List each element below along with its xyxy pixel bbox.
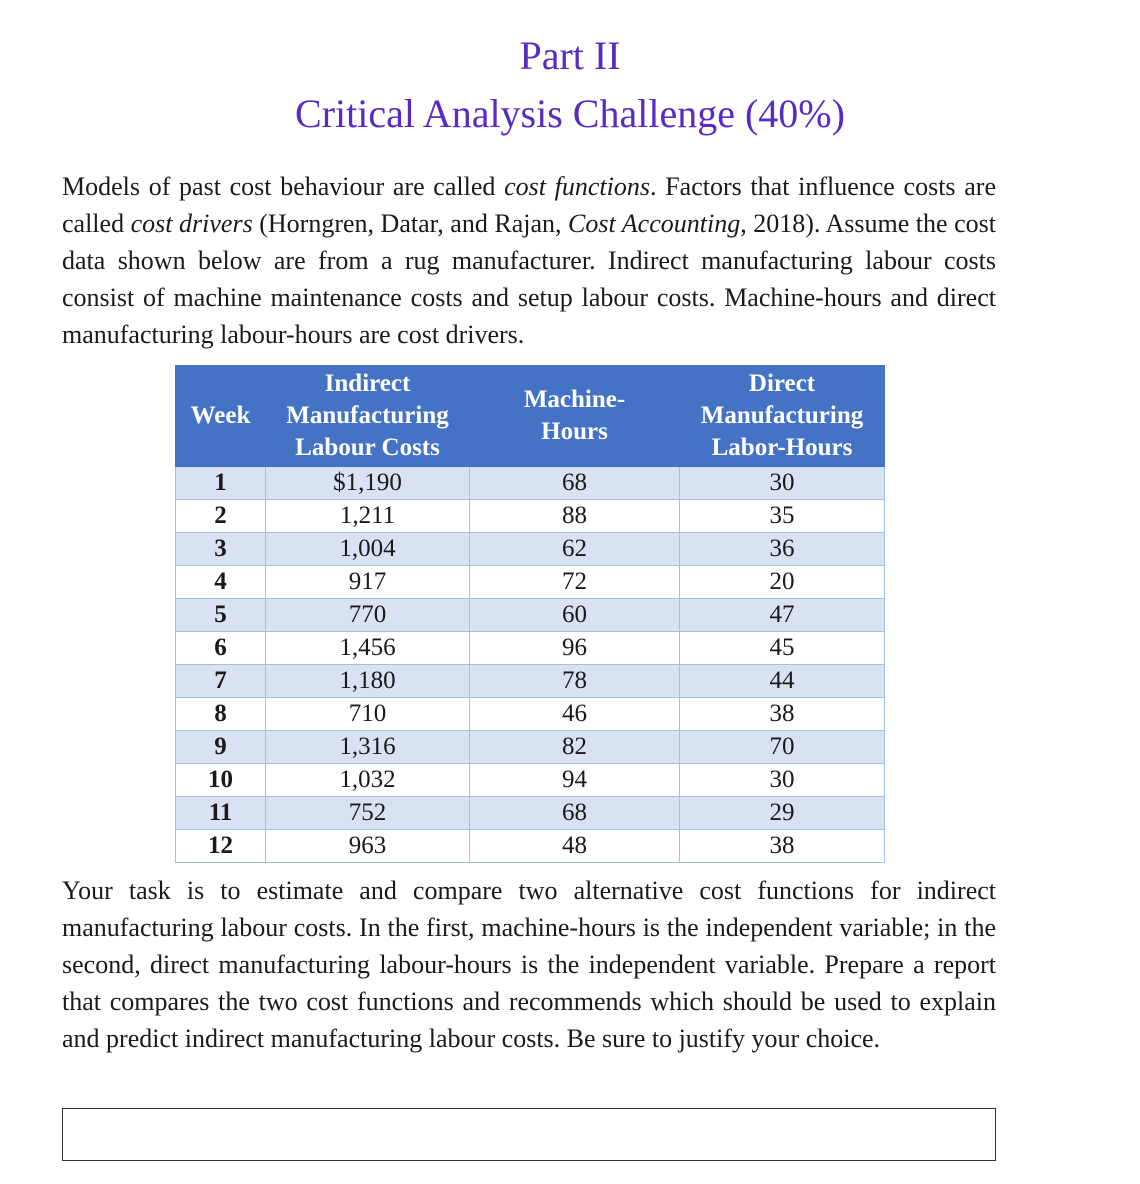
cell-week: 7 (176, 665, 266, 698)
cell-week: 1 (176, 467, 266, 500)
cell-indirect-cost: 1,004 (266, 533, 470, 566)
cell-direct-hours: 29 (680, 797, 885, 830)
intro-paragraph (62, 168, 996, 353)
cell-indirect-cost: 1,316 (266, 731, 470, 764)
cell-direct-hours: 30 (680, 467, 885, 500)
table-row (176, 632, 885, 665)
cell-machine-hours: 72 (470, 566, 680, 599)
table-row (176, 467, 885, 500)
header-line: Direct (748, 370, 816, 397)
task-paragraph: Your task is to estimate and compare two alternative cost functions for indirect manufacturing labour costs. In the first, machine-hours is the independent variable; in the second, direct manufacturing labour-hours is the independent variable. Prepare a report that compares the two cost functions and recommends which should be used to explain and predict indirect manufacturing labour costs. Be sure to justify your choice. (62, 876, 996, 1053)
table-row (176, 566, 885, 599)
cell-machine-hours: 88 (470, 500, 680, 533)
cell-direct-hours: 20 (680, 566, 885, 599)
book-title: Cost Accounting (568, 209, 741, 238)
cell-indirect-cost: 963 (266, 830, 470, 863)
cell-machine-hours: 78 (470, 665, 680, 698)
cell-machine-hours: 68 (470, 797, 680, 830)
intro-text: , 2018). Assume the cost data shown below are from a rug manufacturer. Indirect manufacturing labour costs consist of machine maintenance costs and setup labour costs. Machine-hours and direct manufacturing labour-hours are cost drivers. (62, 209, 996, 349)
term-cost-drivers: cost drivers (130, 209, 253, 238)
cell-week: 12 (176, 830, 266, 863)
header-line: Machine- (523, 386, 626, 413)
cell-week: 4 (176, 566, 266, 599)
cell-week: 8 (176, 698, 266, 731)
part-heading: Part II (519, 33, 621, 78)
table-row (176, 533, 885, 566)
cell-direct-hours: 44 (680, 665, 885, 698)
cell-direct-hours: 38 (680, 830, 885, 863)
cell-machine-hours: 82 (470, 731, 680, 764)
cell-indirect-cost: 1,211 (266, 500, 470, 533)
table-row (176, 731, 885, 764)
page-title: Critical Analysis Challenge (40%) (295, 91, 845, 136)
table-row (176, 764, 885, 797)
table-row (176, 665, 885, 698)
cell-direct-hours: 30 (680, 764, 885, 797)
header-line: Hours (541, 418, 608, 445)
answer-box[interactable] (62, 1108, 996, 1161)
table-header-row (176, 366, 885, 467)
cell-machine-hours: 60 (470, 599, 680, 632)
cell-indirect-cost: 917 (266, 566, 470, 599)
header-indirect-costs (266, 366, 470, 467)
cell-machine-hours: 96 (470, 632, 680, 665)
cell-machine-hours: 68 (470, 467, 680, 500)
cell-machine-hours: 46 (470, 698, 680, 731)
cell-machine-hours: 48 (470, 830, 680, 863)
cell-indirect-cost: 752 (266, 797, 470, 830)
cell-direct-hours: 38 (680, 698, 885, 731)
header-machine-hours (470, 366, 680, 467)
cell-week: 5 (176, 599, 266, 632)
header-line: Manufacturing (286, 402, 449, 429)
cell-week: 6 (176, 632, 266, 665)
table-row (176, 599, 885, 632)
header-week: Week (176, 366, 266, 467)
intro-text: (Horngren, Datar, and Rajan, (252, 209, 569, 238)
cell-week: 3 (176, 533, 266, 566)
header-line: Labor-Hours (711, 434, 853, 461)
cell-week: 11 (176, 797, 266, 830)
header-direct-labor-hours (680, 366, 885, 467)
intro-text: . Factors that influence costs are called (62, 172, 996, 238)
cell-indirect-cost: 1,032 (266, 764, 470, 797)
header-line: Manufacturing (700, 402, 864, 429)
table-row (176, 500, 885, 533)
cell-indirect-cost: 1,456 (266, 632, 470, 665)
cell-indirect-cost: $1,190 (266, 467, 470, 500)
cell-indirect-cost: 770 (266, 599, 470, 632)
cell-machine-hours: 62 (470, 533, 680, 566)
table-row (176, 797, 885, 830)
cell-week: 10 (176, 764, 266, 797)
header-line: Labour Costs (295, 434, 440, 461)
cell-direct-hours: 45 (680, 632, 885, 665)
cell-direct-hours: 70 (680, 731, 885, 764)
cell-indirect-cost: 1,180 (266, 665, 470, 698)
cell-machine-hours: 94 (470, 764, 680, 797)
cost-data-table (175, 365, 885, 863)
table-row (176, 698, 885, 731)
cell-direct-hours: 35 (680, 500, 885, 533)
table-row (176, 830, 885, 863)
term-cost-functions: cost functions (504, 172, 650, 201)
cell-week: 9 (176, 731, 266, 764)
intro-text: Models of past cost behaviour are called (62, 172, 505, 201)
cell-indirect-cost: 710 (266, 698, 470, 731)
cell-direct-hours: 36 (680, 533, 885, 566)
header-line: Indirect (324, 370, 411, 397)
cell-direct-hours: 47 (680, 599, 885, 632)
cell-week: 2 (176, 500, 266, 533)
